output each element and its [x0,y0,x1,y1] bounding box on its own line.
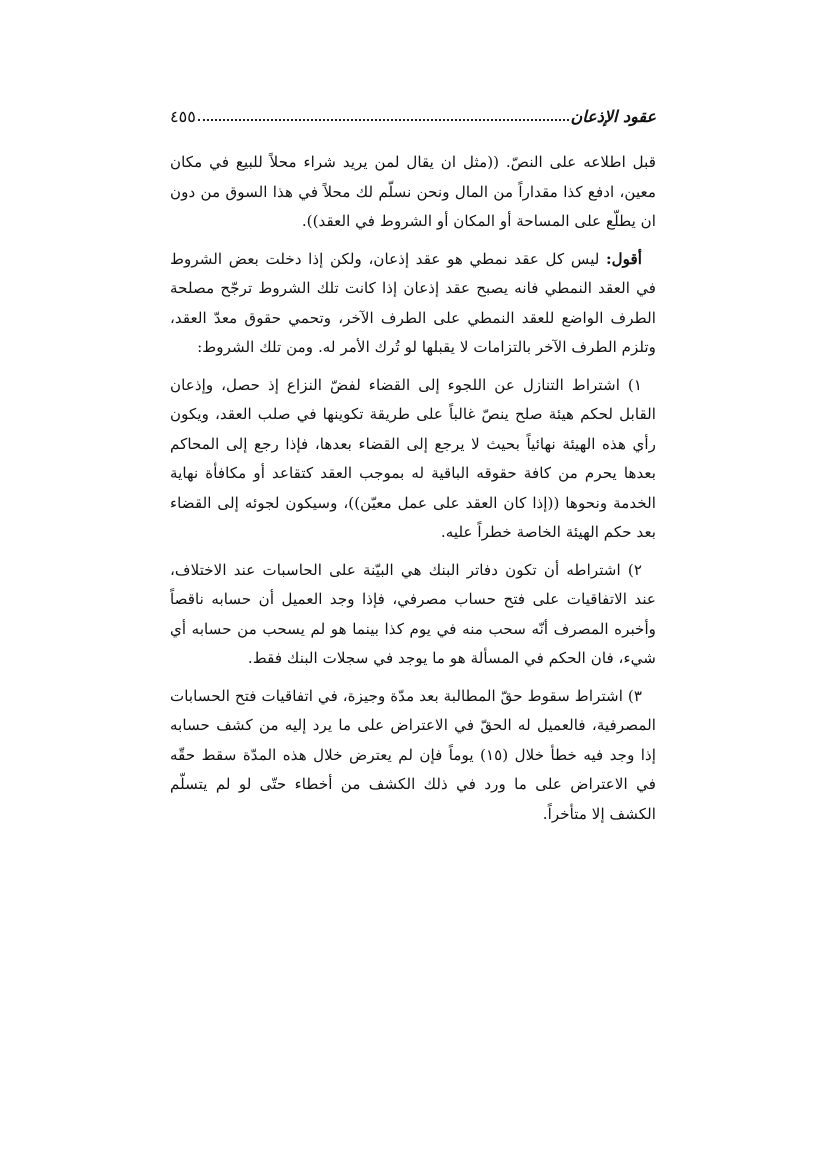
page-number: ٤٥٥ [170,107,196,126]
paragraph-quote-continuation: قبل اطلاعه على النصّ. ((مثل ان يقال لمن يريد شراء محلاً للبيع في مكان معين، ادفع كذا مقداراً من المال ونحن نسلّم لك محلاً في هذا السوق من دون ان يطلّع على المساحة أو المكان أو الشروط في العقد)). [170,153,656,230]
list-item-condition-2: ٢) اشتراطه أن تكون دفاتر البنك هي البيّنة على الحاسبات عند الاختلاف، عند الاتفاقيات على فتح حساب مصرفي، فإذا وجد العميل أن حسابه ناقصاً وأخبره المصرف أنّه سحب منه في يوم كذا بينما هو لم يسحب من حسابه أي شيء، فان الحكم في المسألة هو ما يوجد في سجلات البنك فقط. [170,560,656,667]
body-text [170,148,656,837]
list-item-condition-3: ٣) اشتراط سقوط حقّ المطالبة بعد مدّة وجيزة، في اتفاقيات فتح الحسابات المصرفية، فالعميل له الحقّ في الاعتراض على ما يرد إليه من كشف حسابه إذا وجد فيه خطأ خلال (١٥) يوماً فإن لم يعترض خلال هذه المدّة سقط حقّه في الاعتراض على ما ورد في ذلك الكشف من أخطاء حتّى لو لم يتسلّم الكشف إلا متأخراً. [170,686,656,823]
paragraph-statement-text: ليس كل عقد نمطي هو عقد إذعان، ولكن إذا دخلت بعض الشروط في العقد النمطي فانه يصبح عقد إذعان إذا كانت تلك الشروط ترجّح مصلحة الطرف الواضع للعقد النمطي على الطرف الآخر، وتحمي حقوق معدّ العقد، وتلزم الطرف الآخر بالتزامات لا يقبلها لو تُرك الأمر له. ومن تلك الشروط: [170,249,656,356]
header-title: عقود الإذعان [570,107,656,126]
paragraph-statement [170,245,656,363]
header-dot-leader [198,118,569,121]
paragraph-lead-word: أقول: [606,249,642,268]
running-header [170,96,656,126]
list-item-condition-1: ١) اشتراط التنازل عن اللجوء إلى القضاء لفضّ النزاع إذ حصل، وإذعان القابل لحكم هيئة صلح ينصّ غالباً على طريقة تكوينها في صلب العقد، ويكون رأي هذه الهيئة نهائياً بحيث لا يرجع إلى القضاء بعدها، فإذا رجع إلى المحاكم بعدها يحرم من كافة حقوقه الباقية له بموجب العقد كتقاعد أو مكافأة نهاية الخدمة ونحوها ((إذا كان العقد على عمل معيّن))، وسيكون لجوئه إلى القضاء بعد حكم الهيئة الخاصة خطراً عليه. [170,375,656,541]
